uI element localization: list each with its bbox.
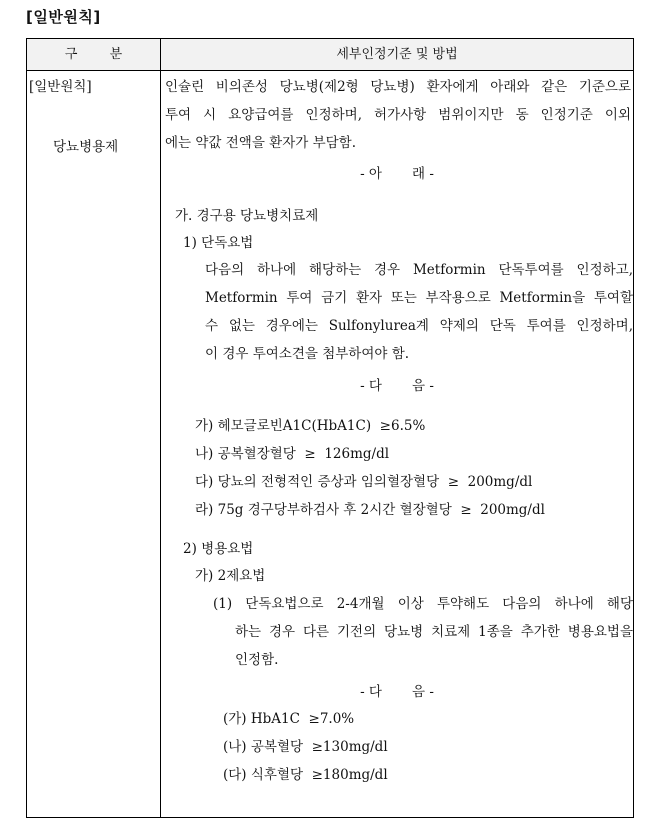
dual-therapy-line-1: (1) 단독요법으로 2-4개월 이상 투약해도 다음의 하나에 해당 (213, 596, 633, 612)
monotherapy-line-2: Metformin 투여 금기 환자 또는 부작용으로 Metformin을 투여할 (205, 290, 633, 306)
intro-line-2: 투여 시 요양급여를 인정하며, 허가사항 범위이지만 동 인정기준 이외 (165, 107, 631, 123)
category-name: 당뇨병용제 (53, 139, 119, 155)
below-marker: - 아 래 - (360, 166, 434, 182)
dual-therapy-line-3: 인정함. (235, 652, 279, 668)
dual-therapy-title: 가) 2제요법 (195, 568, 266, 584)
criterion-1d: 라) 75g 경구당부하검사 후 2시간 혈장혈당 ≥ 200mg/dl (195, 502, 545, 518)
following-marker-1: - 다 음 - (360, 378, 434, 394)
intro-line-3: 에는 약값 전액을 환자가 부담함. (165, 135, 356, 151)
monotherapy-line-1: 다음의 하나에 해당하는 경우 Metformin 단독투여를 인정하고, (205, 262, 633, 278)
criterion-1c: 다) 당뇨의 전형적인 증상과 임의혈장혈당 ≥ 200mg/dl (195, 474, 533, 490)
combination-title: 2) 병용요법 (183, 541, 254, 557)
table-header (27, 39, 633, 71)
criterion-1a: 가) 헤모글로빈A1C(HbA1C) ≥6.5% (195, 418, 426, 434)
criterion-2a: (가) HbA1C ≥7.0% (223, 711, 355, 727)
header-category: 구 분 (64, 47, 137, 62)
criterion-1b: 나) 공복혈장혈당 ≥ 126mg/dl (195, 446, 390, 462)
monotherapy-title: 1) 단독요법 (183, 235, 254, 251)
dual-therapy-line-2: 하는 경우 다른 기전의 당뇨병 치료제 1종을 추가한 병용요법을 (235, 624, 633, 640)
monotherapy-line-3: 수 없는 경우에는 Sulfonylurea계 약제의 단독 투여를 인정하며, (205, 318, 633, 334)
following-marker-2: - 다 음 - (360, 684, 434, 700)
header-criteria: 세부인정기준 및 방법 (336, 47, 458, 62)
criterion-2c: (다) 식후혈당 ≥180mg/dl (223, 767, 388, 783)
criteria-table (26, 38, 634, 818)
category-bracket: [일반원칙] (29, 79, 92, 95)
criterion-2b: (나) 공복혈당 ≥130mg/dl (223, 739, 388, 755)
section-oral-agents: 가. 경구용 당뇨병치료제 (175, 208, 319, 224)
section-title: [일반원칙] (26, 8, 101, 26)
intro-line-1: 인슐린 비의존성 당뇨병(제2형 당뇨병) 환자에게 아래와 같은 기준으로 (165, 79, 631, 95)
monotherapy-line-4: 이 경우 투여소견을 첨부하여야 함. (205, 346, 410, 362)
